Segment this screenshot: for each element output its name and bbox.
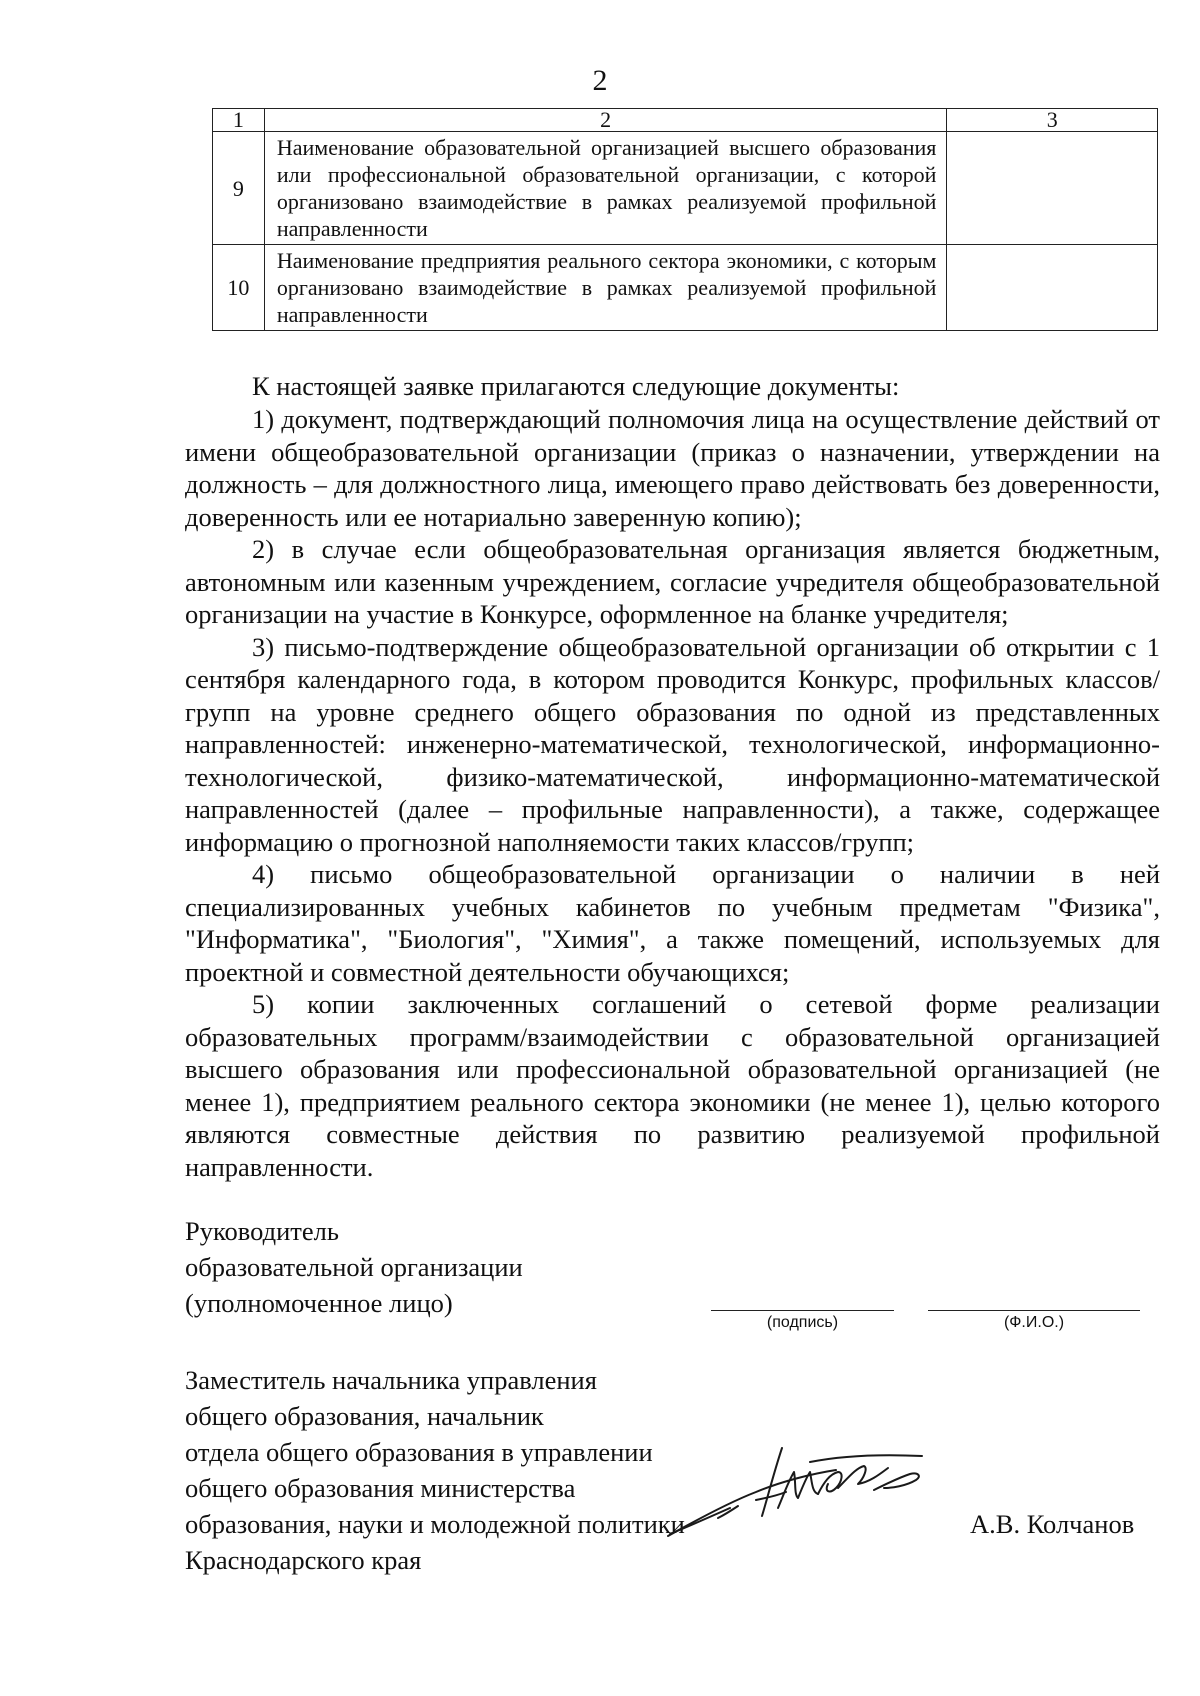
table-header-cell: 2 (264, 109, 947, 132)
row-value (947, 132, 1158, 245)
deputy-title-line: отдела общего образования в управлении (185, 1437, 653, 1467)
table-row (213, 245, 1158, 331)
deputy-title-line: общего образования министерства (185, 1473, 576, 1503)
deputy-title-line: общего образования, начальник (185, 1401, 544, 1431)
table-row (213, 132, 1158, 245)
list-item: 1) документ, подтверждающий полномочия лица на осуществление действий от имени общеобразовательной организации (приказ о назначении, утверждении на должность – для должностного лица, имеющего право действовать без доверенности, доверенность или ее нотариально заверенную копию); (185, 404, 1160, 532)
row-value (947, 245, 1158, 331)
head-title-line: (уполномоченное лицо) (185, 1288, 453, 1318)
info-table (212, 108, 1158, 331)
table-header-row (213, 109, 1158, 132)
attachments-list (185, 403, 1160, 1183)
row-text: Наименование образовательной организацией высшего образования или профессиональной образовательной организации, с которой организовано взаимодействие в рамках реализуемой профильной направленности (264, 132, 947, 245)
row-number: 9 (213, 132, 265, 245)
deputy-title-line: Заместитель начальника управления (185, 1365, 597, 1395)
list-item: 4) письмо общеобразовательной организации о наличии в ней специализированных учебных кабинетов по учебным предметам "Физика", "Информатика", "Биология", "Химия", а также помещений, используемых для проектной и совместной деятельности обучающихся; (185, 859, 1160, 987)
head-title-line: Руководитель (185, 1216, 339, 1246)
name-line (928, 1310, 1140, 1311)
deputy-title-line: образования, науки и молодежной политики (185, 1509, 685, 1539)
handwritten-signature (660, 1438, 950, 1548)
row-number: 10 (213, 245, 265, 331)
deputy-name: А.В. Колчанов (970, 1509, 1135, 1539)
head-title-line: образовательной организации (185, 1252, 523, 1282)
deputy-title-line: Краснодарского края (185, 1545, 422, 1575)
table-header-cell: 1 (213, 109, 265, 132)
head-signature-block (185, 1213, 523, 1321)
list-item: 2) в случае если общеобразовательная организация является бюджетным, автономным или казенным учреждением, согласие учредителя общеобразовательной организации на участие в Конкурсе, оформленное на бланке учредителя; (185, 534, 1160, 629)
row-text: Наименование предприятия реального сектора экономики, с которым организовано взаимодействие в рамках реализуемой профильной направленности (264, 245, 947, 331)
list-item: 5) копии заключенных соглашений о сетевой форме реализации образовательных программ/взаимодействии с образовательной организацией высшего образования или профессиональной образовательной организацией (не менее 1), предприятием реального сектора экономики (не менее 1), целью которого являются совместные действия по развитию реализуемой профильной направленности. (185, 989, 1160, 1182)
table-header-cell: 3 (947, 109, 1158, 132)
page-number: 2 (592, 64, 608, 97)
name-caption: (Ф.И.О.) (1003, 1314, 1065, 1331)
signature-line (711, 1310, 894, 1311)
list-item: 3) письмо-подтверждение общеобразовательной организации об открытии с 1 сентября календарного года, в котором проводится Конкурс, профильных классов/групп на уровне среднего общего образования по одной из представленных направленностей: инженерно-математической, технологической, информационно-технологической, физико-математической, информационно-математической направленностей (далее – профильные направленности), а также, содержащее информацию о прогнозной наполняемости таких классов/групп; (185, 631, 1160, 857)
attachments-intro: К настоящей заявке прилагаются следующие документы: (252, 371, 900, 401)
signature-caption: (подпись) (766, 1314, 839, 1331)
deputy-title-block (185, 1362, 685, 1578)
